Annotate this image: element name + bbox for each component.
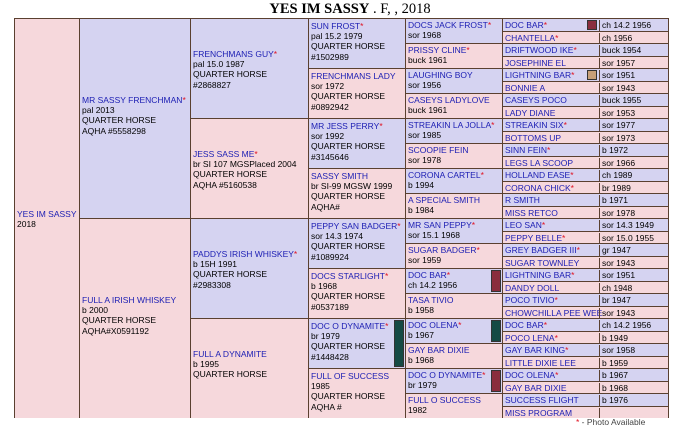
photo-available-star: * — [293, 249, 298, 259]
horse-info: AQHA # — [311, 401, 342, 412]
horse-name[interactable]: MISS RETCO — [505, 207, 558, 218]
horse-name[interactable]: DOC O DYNAMITE — [311, 321, 386, 331]
horse-name[interactable]: CASEYS POCO — [505, 95, 567, 105]
horse-info: 1982 — [408, 405, 427, 416]
footnote-text: - Photo Available — [579, 418, 646, 427]
gen5-horse-cell[interactable] — [406, 69, 502, 93]
horse-info: AQHA#X0591192 — [82, 325, 149, 336]
photo-available-star: * — [555, 32, 559, 43]
gen6-horse-cell[interactable] — [503, 269, 668, 281]
gen6-horse-cell[interactable] — [503, 232, 668, 244]
horse-name[interactable]: FULL O SUCCESS — [408, 395, 481, 405]
horse-info: gr 1947 — [599, 245, 631, 256]
gen5-horse-cell[interactable] — [406, 194, 502, 218]
horse-info: sor 1992 — [311, 131, 345, 142]
photo-available-star: * — [397, 221, 401, 231]
horse-info: b 1967 — [408, 330, 434, 341]
horse-info: 1985 — [311, 381, 330, 392]
horse-name[interactable]: JOSEPHINE EL — [505, 57, 566, 68]
color-swatch — [587, 70, 597, 80]
horse-info: #1089924 — [311, 251, 349, 262]
horse-info: #0537189 — [311, 301, 349, 312]
gen6-horse-cell[interactable] — [503, 19, 668, 31]
horse-info: sor 1959 — [408, 255, 442, 266]
horse-name[interactable]: MISS PROGRAM — [505, 407, 573, 418]
horse-name[interactable]: LEGS LA SCOOP — [505, 157, 574, 168]
horse-info: sor 1951 — [599, 270, 635, 281]
horse-name[interactable]: POCO LENA — [505, 332, 555, 343]
photo-available-star: * — [182, 95, 186, 105]
horse-info: QUARTER HORSE — [311, 41, 385, 52]
gen4-horse-cell[interactable] — [309, 269, 405, 318]
horse-info: b 1995 — [193, 359, 219, 370]
color-swatch — [587, 20, 597, 30]
horse-name[interactable]: R SMITH — [505, 195, 540, 205]
photo-available-star: * — [379, 121, 383, 131]
horse-info: QUARTER HORSE — [193, 169, 267, 180]
horse-info: ch 14.2 1956 — [408, 280, 458, 291]
horse-name[interactable]: JESS SASS ME — [193, 149, 255, 159]
horse-name-title: YES IM SASSY — [269, 1, 370, 17]
gen6-horse-cell[interactable] — [503, 94, 668, 106]
horse-info: b 2000 — [82, 305, 108, 316]
horse-info: sor 1943 — [599, 308, 635, 319]
photo-available-star: * — [385, 271, 389, 281]
gen6-horse-cell[interactable] — [503, 307, 668, 319]
footnote — [576, 418, 700, 427]
photo-available-star: * — [571, 70, 575, 80]
horse-name[interactable]: PEPPY SAN BADGER — [311, 221, 398, 231]
gen6-horse-cell[interactable] — [503, 157, 668, 169]
horse-info: br 1979 — [311, 331, 340, 342]
horse-info: sor 1951 — [599, 70, 635, 81]
gen4-horse-cell[interactable] — [309, 119, 405, 168]
photo-available-star: * — [554, 295, 558, 305]
horse-info: b 1968 — [311, 281, 337, 292]
gen2-horse-cell[interactable] — [80, 219, 190, 418]
photo-available-star: * — [458, 320, 462, 330]
horse-name[interactable]: STREAKIN LA JOLLA — [408, 120, 492, 130]
gen5-horse-cell[interactable] — [406, 44, 502, 68]
gen6-horse-cell[interactable] — [503, 169, 668, 181]
horse-info: sor 1956 — [408, 80, 442, 91]
horse-name[interactable]: CHANTELLA — [505, 32, 556, 43]
gen5-horse-cell[interactable] — [406, 94, 502, 118]
gen6-horse-cell[interactable] — [503, 382, 668, 394]
horse-info: b 1971 — [599, 195, 628, 206]
gen6-horse-cell[interactable] — [503, 257, 668, 269]
photo-available-star: * — [565, 345, 569, 355]
photo-available-star: * — [385, 321, 389, 331]
horse-name[interactable]: LITTLE DIXIE LEE — [505, 357, 576, 368]
horse-name[interactable]: DOC BAR — [408, 270, 447, 280]
gen1-horse-cell[interactable] — [15, 19, 79, 418]
photo-available-star: * — [570, 182, 574, 193]
horse-name[interactable]: LADY DIANE — [505, 107, 556, 118]
horse-name[interactable]: SCOOPIE FEIN — [408, 145, 469, 155]
horse-info: #3145646 — [311, 151, 349, 162]
horse-info: QUARTER HORSE — [311, 241, 385, 252]
gen2-horse-cell[interactable] — [80, 19, 190, 218]
horse-info: sor 15.1 1968 — [408, 230, 460, 241]
photo-available-star: * — [555, 370, 559, 380]
horse-info: b 1958 — [408, 305, 434, 316]
horse-info: QUARTER HORSE — [82, 315, 156, 326]
photo-available-star: * — [570, 170, 574, 180]
horse-info: sor 1978 — [599, 208, 635, 219]
horse-name[interactable]: LIGHTNING BAR — [505, 270, 572, 280]
horse-info: sor 1953 — [599, 108, 635, 119]
photo-available-star: * — [562, 232, 566, 243]
horse-info: AQHA# — [311, 201, 340, 212]
horse-name[interactable]: DOC OLENA — [505, 370, 556, 380]
horse-info: br SI 107 MGSPlaced 2004 — [193, 159, 297, 170]
horse-info: sor 14.3 1949 — [599, 220, 654, 231]
gen5-horse-cell[interactable] — [406, 144, 502, 168]
horse-name[interactable]: DOC OLENA — [408, 320, 459, 330]
horse-info: #2868827 — [193, 79, 231, 90]
gen3-horse-cell[interactable] — [191, 119, 308, 218]
horse-info: QUARTER HORSE — [311, 141, 385, 152]
horse-name[interactable]: SINN FEIN — [505, 145, 548, 155]
horse-info: ch 1989 — [599, 170, 632, 181]
horse-name[interactable]: FRENCHMANS LADY — [311, 71, 396, 81]
horse-name[interactable]: PADDYS IRISH WHISKEY — [193, 249, 294, 259]
horse-info: ch 14.2 1956 — [599, 20, 651, 31]
horse-info: QUARTER HORSE — [311, 341, 385, 352]
gen6-horse-cell[interactable] — [503, 407, 668, 419]
gen6-horse-cell[interactable] — [503, 32, 668, 44]
horse-info: sor 1978 — [408, 155, 442, 166]
horse-info: br SI-99 MGSW 1999 — [311, 181, 393, 192]
horse-info: 2018 — [17, 219, 36, 230]
horse-name[interactable]: SASSY SMITH — [311, 171, 368, 181]
horse-name[interactable]: DOC BAR — [505, 320, 544, 330]
horse-info: b 1968 — [408, 355, 434, 366]
horse-name[interactable]: TASA TIVIO — [408, 295, 454, 305]
horse-info: buck 1955 — [599, 95, 641, 106]
horse-name[interactable]: BOTTOMS UP — [505, 132, 562, 143]
horse-info: pal 2013 — [82, 105, 115, 116]
horse-info: br 1989 — [599, 183, 631, 194]
horse-info: pal 15.2 1979 — [311, 31, 363, 42]
horse-name[interactable]: STREAKIN SIX — [505, 120, 564, 130]
horse-info: QUARTER HORSE — [311, 91, 385, 102]
horse-info: buck 1954 — [599, 45, 641, 56]
horse-info: AQHA #5558298 — [82, 125, 146, 136]
horse-info: QUARTER HORSE — [311, 391, 385, 402]
photo-available-star: * — [541, 220, 546, 230]
gen6-horse-cell[interactable] — [503, 319, 668, 331]
gen4-horse-cell[interactable] — [309, 169, 405, 218]
photo-available-star: * — [254, 149, 258, 159]
photo-available-star: * — [563, 120, 567, 130]
gen5-horse-cell[interactable] — [406, 319, 502, 343]
horse-name[interactable]: CORONA CARTEL — [408, 170, 481, 180]
horse-info: #1502989 — [311, 51, 349, 62]
gen3-horse-cell[interactable] — [191, 319, 308, 418]
photo-available-star: * — [571, 270, 575, 280]
gen3-horse-cell[interactable] — [191, 19, 308, 118]
gen6-horse-cell[interactable] — [503, 207, 668, 219]
horse-name[interactable]: DOCS JACK FROST — [408, 20, 488, 30]
gen4-horse-cell[interactable] — [309, 319, 405, 368]
gen6-horse-cell[interactable] — [503, 369, 668, 381]
photo-available-star: * — [480, 170, 484, 180]
horse-name[interactable]: GAY BAR KING — [505, 345, 566, 355]
gen3-horse-cell[interactable] — [191, 219, 308, 318]
horse-info: QUARTER HORSE — [311, 191, 385, 202]
horse-info: #2983308 — [193, 279, 231, 290]
color-swatch — [491, 320, 501, 342]
horse-name[interactable]: CHOWCHILLA PEE WEE — [505, 307, 603, 318]
horse-info: sor 1972 — [311, 81, 345, 92]
horse-info: #1448428 — [311, 351, 349, 362]
gen6-horse-cell[interactable] — [503, 69, 668, 81]
horse-info — [599, 408, 602, 419]
gen5-horse-cell[interactable] — [406, 369, 502, 393]
horse-info: ch 1948 — [599, 283, 632, 294]
horse-info: QUARTER HORSE — [193, 69, 267, 80]
horse-info: br 1979 — [408, 380, 437, 391]
horse-info: sor 1977 — [599, 120, 635, 131]
horse-name[interactable]: DANDY DOLL — [505, 282, 560, 293]
gen5-horse-cell[interactable] — [406, 269, 502, 293]
horse-name[interactable]: LEO SAN — [505, 220, 542, 230]
horse-name[interactable]: DOCS STARLIGHT — [311, 271, 385, 281]
photo-available-star: * — [487, 20, 492, 30]
horse-info: sor 1966 — [599, 158, 635, 169]
gen6-horse-cell[interactable] — [503, 182, 668, 194]
page-title — [0, 0, 700, 18]
color-swatch — [491, 270, 501, 292]
horse-name[interactable]: MR SASSY FRENCHMAN — [82, 95, 183, 105]
photo-available-star: * — [547, 145, 551, 155]
photo-available-star: * — [573, 45, 577, 55]
horse-name[interactable]: CORONA CHICK — [505, 182, 571, 193]
horse-info: b 15H 1991 — [193, 259, 237, 270]
horse-name[interactable]: SUGAR TOWNLEY — [505, 257, 580, 268]
gen6-horse-cell[interactable] — [503, 394, 668, 406]
horse-info: buck 1961 — [408, 55, 448, 66]
gen6-horse-cell[interactable] — [503, 119, 668, 131]
horse-info: #0892942 — [311, 101, 349, 112]
photo-available-star: * — [476, 245, 480, 255]
horse-name[interactable]: BONNIE A — [505, 82, 546, 93]
gen6-horse-cell[interactable] — [503, 282, 668, 294]
color-swatch — [394, 320, 404, 367]
gen5-horse-cell[interactable] — [406, 169, 502, 193]
horse-info: sor 1968 — [408, 30, 442, 41]
horse-info: b 1994 — [408, 180, 434, 191]
gen4-horse-cell[interactable] — [309, 219, 405, 268]
horse-name[interactable]: MR JESS PERRY — [311, 121, 380, 131]
horse-info: b 1972 — [599, 145, 628, 156]
horse-name[interactable]: LAUGHING BOY — [408, 70, 473, 80]
title-details: . F, , 2018 — [372, 1, 431, 17]
gen6-horse-cell[interactable] — [503, 44, 668, 56]
gen5-horse-cell[interactable] — [406, 244, 502, 268]
horse-info: sor 14.3 1974 — [311, 231, 363, 242]
horse-name[interactable]: PEPPY BELLE — [505, 232, 563, 243]
gen6-horse-cell[interactable] — [503, 107, 668, 119]
horse-name[interactable]: GREY BADGER III — [505, 245, 577, 255]
horse-info: pal 15.0 1987 — [193, 59, 245, 70]
horse-info: AQHA #5160538 — [193, 179, 257, 190]
horse-info: sor 1957 — [599, 58, 635, 69]
horse-info: ch 14.2 1956 — [599, 320, 651, 331]
horse-info: sor 1973 — [599, 133, 635, 144]
horse-name[interactable]: PRISSY CLINE — [408, 45, 467, 55]
horse-info: sor 1943 — [599, 83, 635, 94]
horse-info: b 1949 — [599, 333, 628, 344]
gen4-horse-cell[interactable] — [309, 69, 405, 118]
gen5-horse-cell[interactable] — [406, 394, 502, 418]
horse-info: QUARTER HORSE — [193, 269, 267, 280]
horse-info: sor 15.0 1955 — [599, 233, 654, 244]
gen5-horse-cell[interactable] — [406, 119, 502, 143]
gen6-horse-cell[interactable] — [503, 294, 668, 306]
horse-info: b 1968 — [599, 383, 628, 394]
gen5-horse-cell[interactable] — [406, 219, 502, 243]
gen5-horse-cell[interactable] — [406, 294, 502, 318]
color-swatch — [491, 370, 501, 392]
horse-name[interactable]: FULL A IRISH WHISKEY — [82, 295, 177, 305]
horse-info: b 1976 — [599, 395, 628, 406]
horse-name[interactable]: YES IM SASSY — [17, 209, 77, 219]
gen6-horse-cell[interactable] — [503, 332, 668, 344]
horse-name[interactable]: MR SAN PEPPY — [408, 220, 472, 230]
photo-available-star: * — [446, 270, 451, 280]
photo-available-star: * — [554, 332, 558, 343]
horse-name[interactable]: A SPECIAL SMITH — [408, 195, 480, 205]
horse-info: b 1967 — [599, 370, 628, 381]
horse-info: br 1947 — [599, 295, 631, 306]
horse-info: buck 1961 — [408, 105, 448, 116]
horse-name[interactable]: DRIFTWOOD IKE — [505, 45, 574, 55]
horse-info: b 1984 — [408, 205, 434, 216]
gen6-horse-cell[interactable] — [503, 82, 668, 94]
horse-name[interactable]: FRENCHMANS GUY — [193, 49, 274, 59]
horse-name[interactable]: GAY BAR DIXIE — [408, 345, 470, 355]
horse-name[interactable]: POCO TIVIO — [505, 295, 555, 305]
horse-info: sor 1958 — [599, 345, 635, 356]
horse-name[interactable]: GAY BAR DIXIE — [505, 382, 567, 393]
gen4-horse-cell[interactable] — [309, 19, 405, 68]
gen5-horse-cell[interactable] — [406, 344, 502, 368]
gen5-horse-cell[interactable] — [406, 19, 502, 43]
gen6-horse-cell[interactable] — [503, 57, 668, 69]
footnote-star: * — [576, 418, 580, 427]
horse-info: QUARTER HORSE — [193, 369, 267, 380]
photo-available-star: * — [491, 120, 495, 130]
horse-name[interactable]: LIGHTNING BAR — [505, 70, 572, 80]
gen6-horse-cell[interactable] — [503, 344, 668, 356]
gen4-horse-cell[interactable] — [309, 369, 405, 418]
gen6-horse-cell[interactable] — [503, 144, 668, 156]
gen6-horse-cell[interactable] — [503, 219, 668, 231]
horse-info: ch 1956 — [599, 33, 632, 44]
horse-info: QUARTER HORSE — [82, 115, 156, 126]
horse-name[interactable]: DOC O DYNAMITE — [408, 370, 483, 380]
photo-available-star: * — [273, 49, 278, 59]
horse-name[interactable]: CASEYS LADYLOVE — [408, 95, 490, 105]
horse-name[interactable]: HOLLAND EASE — [505, 170, 571, 180]
horse-info: sor 1985 — [408, 130, 442, 141]
gen6-horse-cell[interactable] — [503, 357, 668, 369]
photo-available-star: * — [466, 45, 470, 55]
horse-name[interactable]: FULL OF SUCCESS — [311, 371, 390, 381]
pedigree-grid — [14, 18, 669, 418]
horse-name[interactable]: DOC BAR — [505, 20, 544, 30]
horse-info: QUARTER HORSE — [311, 291, 385, 302]
horse-name[interactable]: SUCCESS FLIGHT — [505, 395, 579, 405]
photo-available-star: * — [471, 220, 476, 230]
horse-name[interactable]: SUN FROST — [311, 21, 361, 31]
photo-available-star: * — [482, 370, 486, 380]
gen6-horse-cell[interactable] — [503, 244, 668, 256]
horse-info: b 1959 — [599, 358, 628, 369]
horse-name[interactable]: FULL A DYNAMITE — [193, 349, 267, 359]
horse-name[interactable]: SUGAR BADGER — [408, 245, 477, 255]
photo-available-star: * — [543, 20, 548, 30]
photo-available-star: * — [543, 320, 548, 330]
photo-available-star: * — [576, 245, 580, 255]
photo-available-star: * — [360, 21, 364, 31]
horse-info: sor 1943 — [599, 258, 635, 269]
gen6-horse-cell[interactable] — [503, 194, 668, 206]
gen6-horse-cell[interactable] — [503, 132, 668, 144]
